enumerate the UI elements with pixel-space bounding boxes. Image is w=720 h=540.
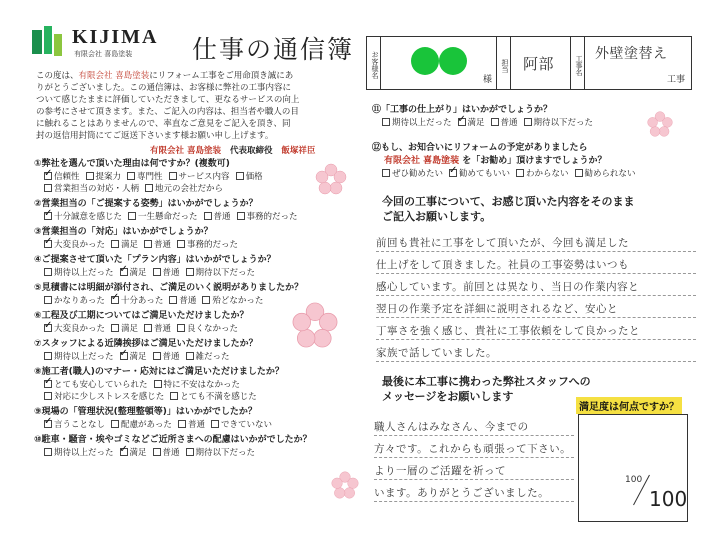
checkbox-icon[interactable] [111, 420, 119, 428]
work-label: 工事名 [571, 37, 585, 89]
handwritten-text: います。ありがとうございました。 [374, 487, 550, 499]
option-label: 普通 [187, 420, 205, 430]
checked-checkbox-icon[interactable] [44, 324, 52, 332]
option[interactable] [177, 240, 238, 250]
option-label: 満足 [129, 448, 147, 458]
kijima-logo-icon [32, 26, 64, 58]
option[interactable] [211, 420, 272, 430]
question-block [34, 366, 360, 403]
option-label: 普通 [500, 118, 518, 128]
checkbox-icon[interactable] [169, 296, 177, 304]
option-label: かなりあった [54, 296, 105, 306]
option-label: 一生懸命だった [138, 212, 198, 222]
option-label: 満足 [121, 324, 139, 334]
checked-checkbox-icon[interactable] [120, 448, 128, 456]
option-label: 雑だった [195, 352, 230, 362]
checkbox-icon[interactable] [144, 324, 152, 332]
option[interactable] [128, 212, 198, 222]
question-text: ⑩駐車・騒音・埃やゴミなどご近所さまへの配慮はいかがでしたか？ [34, 435, 312, 445]
answer-line [376, 230, 696, 252]
staff-cell [511, 37, 571, 89]
option-label: 期待以下だった [533, 118, 594, 128]
handwritten-text: 感心しています。前回とは異なり、当日の作業内容と [376, 281, 640, 293]
option-label: サービス内容 [178, 172, 230, 182]
checkbox-icon[interactable] [516, 169, 524, 177]
option-label: 普通 [179, 296, 197, 306]
handwritten-text: 仕上げをして頂きました。社員の工事姿勢はいつも [376, 259, 629, 271]
option-label: 信頼性 [54, 172, 80, 182]
option-label: 十分誠意を感じた [54, 212, 123, 222]
message-answer [366, 414, 574, 502]
option[interactable] [382, 118, 452, 128]
checkbox-icon[interactable] [145, 184, 153, 192]
option[interactable] [204, 212, 231, 222]
question-text: ④ご提案させて頂いた「プラン内容」はいかがでしょうか？ [34, 255, 276, 265]
options-row [34, 379, 360, 391]
handwritten-text: 方々です。これからも頑張って下さい。 [374, 443, 572, 455]
option[interactable] [44, 448, 114, 458]
question-text: ⑨現場の「管理状況(整理整頓等)」はいかがでしたか？ [34, 407, 257, 417]
option[interactable] [202, 296, 263, 306]
option-label: 対応に少しストレスを感じた [54, 392, 165, 402]
message-heading: 最後に本工事に携わった弊社スタッフへの [382, 375, 591, 388]
question-block [372, 104, 672, 129]
impression-section [366, 194, 696, 362]
checkbox-icon[interactable] [153, 448, 161, 456]
option-label: 提案力 [95, 172, 122, 182]
option[interactable] [144, 324, 171, 334]
checked-checkbox-icon[interactable] [111, 296, 119, 304]
option[interactable] [44, 212, 122, 222]
option-label: 事務的だった [246, 212, 298, 222]
checked-checkbox-icon[interactable] [44, 420, 52, 428]
score-label: 満足度は何点ですか？ [576, 397, 682, 414]
option-label: 満足 [121, 240, 139, 250]
answer-line [376, 318, 696, 340]
option[interactable] [44, 240, 105, 250]
option[interactable] [127, 172, 163, 182]
question-text: ⑦スタッフによる近隣挨拶はご満足いただけましたか？ [34, 339, 258, 349]
option-label: 満足 [467, 118, 485, 128]
question-block [34, 198, 360, 223]
question-text: ⑤見積書には明細が添付され、ご満足のいく説明がありましたか？ [34, 283, 304, 293]
option[interactable] [44, 392, 164, 402]
handwritten-text: 前回も貴社に工事をして頂いたが、今回も満足した [376, 237, 629, 249]
checkbox-icon[interactable] [44, 268, 52, 276]
checkbox-icon[interactable] [127, 172, 135, 180]
checkbox-icon[interactable] [128, 212, 136, 220]
option-label: 価格 [245, 172, 263, 182]
question-text: 有限会社 喜島塗装 を「お勧め」頂けますでしょうか？ [384, 156, 607, 166]
option-label: 普通 [154, 324, 172, 334]
option-label: わからない [526, 169, 569, 179]
option-label: 勧められない [584, 169, 636, 179]
option[interactable] [237, 212, 298, 222]
option-label: 大変良かった [54, 324, 106, 334]
checkbox-icon[interactable] [111, 324, 119, 332]
options-row [34, 171, 360, 183]
options-row [34, 419, 360, 431]
option-label: 特に不安はなかった [163, 380, 241, 390]
answer-line [374, 414, 574, 436]
option[interactable] [111, 296, 163, 306]
handwritten-text: 丁寧さを強く感じ、貴社に工事依頼をして良かったと [376, 325, 640, 337]
answer-line [376, 296, 696, 318]
checkbox-icon[interactable] [491, 118, 499, 126]
work-name: 外壁塗替え [595, 46, 668, 62]
option[interactable] [524, 118, 594, 128]
option-label: 普通 [154, 240, 172, 250]
option-label: 配慮があった [121, 420, 172, 430]
question-block [34, 158, 360, 195]
option[interactable] [44, 296, 105, 306]
checkbox-icon[interactable] [44, 448, 52, 456]
handwritten-text: 翌日の作業予定を詳細に説明されるなど、安心と [376, 303, 618, 315]
logo-name: KIJIMA [72, 26, 159, 48]
checkbox-icon[interactable] [144, 240, 152, 248]
checked-checkbox-icon[interactable] [44, 380, 52, 388]
question-text: ⑪「工事の仕上がり」はいかがでしょうか？ [372, 105, 553, 115]
checkbox-icon[interactable] [44, 184, 52, 192]
checked-checkbox-icon[interactable] [458, 118, 466, 126]
intro-text [36, 70, 354, 142]
checkbox-icon[interactable] [204, 212, 212, 220]
option-label: 期待以上だった [392, 118, 452, 128]
options-row [34, 391, 360, 403]
checkbox-icon[interactable] [524, 118, 532, 126]
checkbox-icon[interactable] [154, 380, 162, 388]
option-label: 期待以下だった [195, 448, 256, 458]
page-title: 仕事の通信簿 [192, 35, 355, 64]
option[interactable] [170, 392, 257, 402]
sakura-icon [314, 162, 348, 196]
options-row [34, 239, 360, 251]
checkbox-icon[interactable] [186, 268, 194, 276]
question-block [34, 226, 360, 251]
option-label: 言うことなし [54, 420, 106, 430]
signature: 有限会社 喜島塗装 代表取締役 飯塚祥臣 [150, 146, 316, 156]
option[interactable] [145, 184, 223, 194]
handwritten-text: より一層のご活躍を祈って [374, 465, 506, 477]
option[interactable] [186, 448, 256, 458]
option[interactable] [178, 420, 205, 430]
option[interactable] [458, 118, 485, 128]
option[interactable] [516, 169, 569, 179]
checkbox-icon[interactable] [382, 118, 390, 126]
options-row [34, 211, 360, 223]
logo-sub: 有限会社 喜島塗装 [74, 50, 133, 58]
checkbox-icon[interactable] [153, 352, 161, 360]
option[interactable] [169, 172, 230, 182]
intro-line: 封の返信用封筒にてご返送下さいます様お願い申し上げます。 [36, 131, 274, 141]
intro-line: りがとうございました。この通信簿は、お客様に弊社の工事内容に [36, 83, 292, 93]
answer-line [374, 480, 574, 502]
customer-label: お客様名 [367, 37, 381, 89]
answer-line [374, 436, 574, 458]
option[interactable] [120, 448, 147, 458]
option[interactable] [44, 352, 114, 362]
checkbox-icon[interactable] [169, 172, 177, 180]
options-row [34, 351, 360, 363]
header-table [366, 36, 692, 90]
question-text: ③営業担当の「対応」はいかがでしょうか？ [34, 227, 213, 237]
checkbox-icon[interactable] [86, 172, 94, 180]
checkbox-icon[interactable] [575, 169, 583, 177]
sama-label: 様 [482, 75, 492, 85]
checkbox-icon[interactable] [211, 420, 219, 428]
options-row [372, 168, 692, 180]
option[interactable] [86, 172, 122, 182]
checkbox-icon[interactable] [170, 392, 178, 400]
checked-checkbox-icon[interactable] [44, 212, 52, 220]
answer-line [376, 274, 696, 296]
options-row [34, 447, 360, 459]
checkbox-icon[interactable] [177, 240, 185, 248]
intro-line: ついて感じたままに評価していただきまして、更なるサービスの向上 [36, 95, 300, 105]
option-label: 事務的だった [187, 240, 239, 250]
answer-line [376, 340, 696, 362]
option[interactable] [177, 324, 238, 334]
option-label: 地元の会社だから [155, 184, 224, 194]
option[interactable] [44, 172, 80, 182]
redaction-mark [411, 47, 439, 75]
checked-checkbox-icon[interactable] [120, 352, 128, 360]
checkbox-icon[interactable] [44, 296, 52, 304]
option-label: とても不満を感じた [180, 392, 257, 402]
question-block [34, 254, 360, 279]
checkbox-icon[interactable] [186, 448, 194, 456]
customer-cell [381, 37, 497, 89]
logo [32, 26, 182, 62]
option-label: 良くなかった [187, 324, 239, 334]
intro-line: この度は、有限会社 喜島塗装にリフォーム工事をご用命頂き誠にあ [36, 71, 294, 81]
answer-line [376, 252, 696, 274]
work-cell [585, 37, 691, 89]
question-text: ⑫もし、お知合いにリフォームの予定がありましたら [372, 143, 588, 153]
sakura-icon [290, 300, 340, 350]
impression-heading: 今回の工事について、お感じ頂いた内容をそのまま [382, 195, 635, 208]
option[interactable] [449, 169, 510, 179]
option-label: 満足 [129, 352, 147, 362]
checkbox-icon[interactable] [153, 268, 161, 276]
checkbox-icon[interactable] [237, 212, 245, 220]
options-row [372, 168, 692, 180]
option[interactable] [491, 118, 518, 128]
checkbox-icon[interactable] [186, 352, 194, 360]
option-label: 普通 [162, 268, 180, 278]
option[interactable] [186, 268, 256, 278]
option[interactable] [186, 352, 230, 362]
score-value: 100 [649, 487, 688, 511]
option-label: 満足 [129, 268, 147, 278]
question-text: ⑧施工者(職人)のマナー・応対にはご満足いただけましたか？ [34, 367, 284, 377]
question-11 [372, 104, 672, 132]
handwritten-text: 家族で話していました。 [376, 347, 497, 359]
option-label: 専門性 [137, 172, 163, 182]
checkbox-icon[interactable] [382, 169, 390, 177]
option[interactable] [575, 169, 636, 179]
checked-checkbox-icon[interactable] [449, 169, 457, 177]
options-row [34, 183, 360, 195]
intro-line: の参考にさせて頂きます。また、ご記入の内容は、担当者や職人の目 [36, 107, 299, 117]
option[interactable] [44, 380, 148, 390]
question-block [34, 406, 360, 431]
option[interactable] [111, 240, 138, 250]
option-label: 殆どなかった [212, 296, 264, 306]
question-text: ⑥工程及び工期についてはご満足いただけましたか？ [34, 311, 249, 321]
option[interactable] [236, 172, 263, 182]
option-label: ぜひ勧めたい [392, 169, 444, 179]
checked-checkbox-icon[interactable] [120, 268, 128, 276]
handwritten-text: 職人さんはみなさん、今までの [374, 421, 529, 433]
answer-line [374, 458, 574, 480]
work-suffix: 工事 [666, 75, 685, 85]
checkbox-icon[interactable] [111, 240, 119, 248]
checkbox-icon[interactable] [44, 392, 52, 400]
question-12 [372, 142, 692, 180]
option[interactable] [153, 268, 180, 278]
checked-checkbox-icon[interactable] [44, 172, 52, 180]
impression-answer [366, 230, 696, 362]
question-text: ①弊社を選んで頂いた理由は何ですか？(複数可) [34, 159, 230, 169]
option-label: 期待以下だった [195, 268, 256, 278]
option[interactable] [144, 240, 171, 250]
checkbox-icon[interactable] [178, 420, 186, 428]
staff-label: 担当 [497, 37, 511, 89]
option-label: 十分あった [120, 296, 164, 306]
option-label: 普通 [213, 212, 231, 222]
checkbox-icon[interactable] [202, 296, 210, 304]
question-text: ②営業担当の「ご提案する姿勢」はいかがでしょうか？ [34, 199, 258, 209]
impression-heading: ご記入お願いします。 [382, 210, 492, 223]
option[interactable] [382, 169, 443, 179]
option-label: 期待以上だった [54, 448, 114, 458]
option[interactable] [44, 420, 105, 430]
checkbox-icon[interactable] [44, 352, 52, 360]
option-label: できていない [220, 420, 272, 430]
option-label: 大変良かった [54, 240, 106, 250]
redaction-mark [439, 47, 467, 75]
option[interactable] [120, 268, 147, 278]
sakura-icon [330, 470, 360, 500]
checkbox-icon[interactable] [236, 172, 244, 180]
staff-name: 阿部 [523, 55, 555, 73]
score-handwritten: 100 [625, 475, 643, 485]
option[interactable] [44, 324, 105, 334]
option[interactable] [120, 352, 147, 362]
option-label: 普通 [162, 352, 180, 362]
message-heading: メッセージをお願いします [382, 390, 514, 403]
option[interactable] [44, 184, 139, 194]
score-box [578, 414, 688, 522]
option-label: 勧めてもいい [459, 169, 511, 179]
option[interactable] [111, 324, 138, 334]
checked-checkbox-icon[interactable] [44, 240, 52, 248]
option-label: 期待以上だった [54, 268, 114, 278]
option-label: とても安心していられた [54, 380, 148, 390]
option-label: 普通 [162, 448, 180, 458]
option[interactable] [111, 420, 172, 430]
options-row [34, 267, 360, 279]
option-label: 営業担当の対応・人柄 [54, 184, 140, 194]
option[interactable] [44, 268, 114, 278]
question-block [34, 434, 360, 459]
option[interactable] [169, 296, 196, 306]
checkbox-icon[interactable] [177, 324, 185, 332]
options-row [372, 117, 672, 129]
option-label: 期待以上だった [54, 352, 114, 362]
option[interactable] [153, 448, 180, 458]
option[interactable] [153, 352, 180, 362]
intro-line: に触れることはありませんので、率直なご意見をご記入を頂き、同 [36, 119, 291, 129]
option[interactable] [154, 380, 241, 390]
